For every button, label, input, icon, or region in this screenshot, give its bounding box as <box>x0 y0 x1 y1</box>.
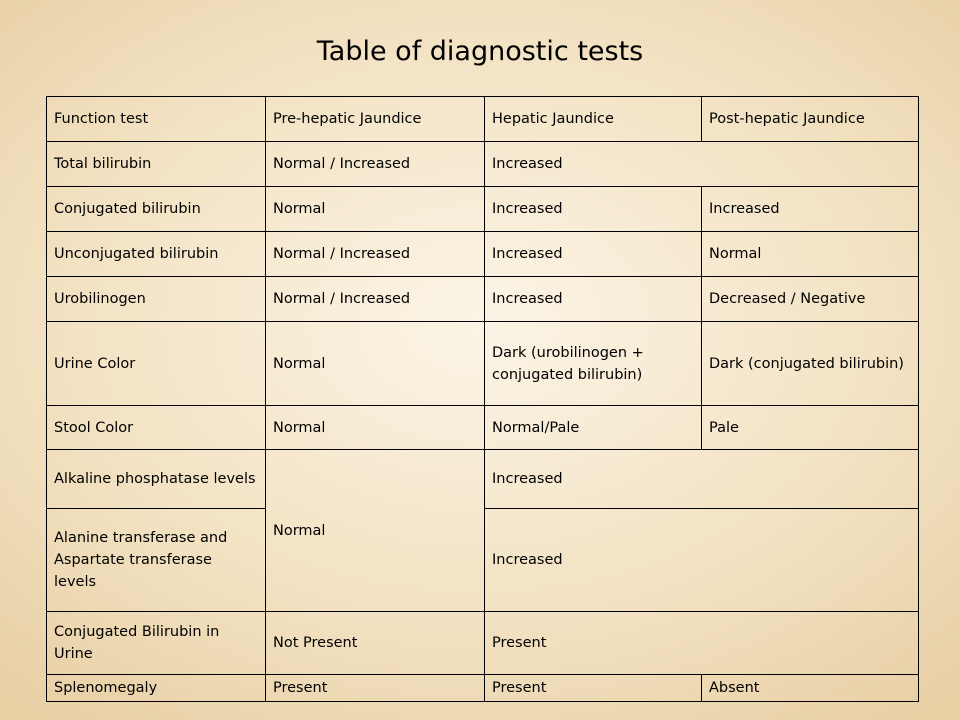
table-row <box>47 142 919 187</box>
table-cell: Conjugated Bilirubin in Urine <box>47 612 266 675</box>
table-cell: Stool Color <box>47 406 266 450</box>
table-cell: Normal <box>266 450 485 612</box>
table-cell: Dark (urobilinogen + conjugated bilirubin) <box>485 322 702 406</box>
table-cell: Dark (conjugated bilirubin) <box>702 322 919 406</box>
table-cell: Pale <box>702 406 919 450</box>
table-cell: Urine Color <box>47 322 266 406</box>
header-cell: Post-hepatic Jaundice <box>702 97 919 142</box>
table-cell: Normal <box>266 406 485 450</box>
table-cell: Normal / Increased <box>266 142 485 187</box>
table-row <box>47 187 919 232</box>
table-cell: Increased <box>485 277 702 322</box>
table-cell: Total bilirubin <box>47 142 266 187</box>
table-cell: Increased <box>485 450 919 509</box>
table-cell: Splenomegaly <box>47 675 266 702</box>
table-cell: Urobilinogen <box>47 277 266 322</box>
table-cell: Conjugated bilirubin <box>47 187 266 232</box>
table-row <box>47 406 919 450</box>
table-cell: Normal <box>266 322 485 406</box>
table-cell: Increased <box>485 187 702 232</box>
table-row <box>47 675 919 702</box>
header-cell: Pre-hepatic Jaundice <box>266 97 485 142</box>
table-row <box>47 450 919 509</box>
table-row <box>47 612 919 675</box>
table-cell: Present <box>266 675 485 702</box>
header-cell: Function test <box>47 97 266 142</box>
table-cell: Alanine transferase and Aspartate transferase levels <box>47 509 266 612</box>
table-row <box>47 232 919 277</box>
table-cell: Increased <box>485 509 919 612</box>
table-cell: Unconjugated bilirubin <box>47 232 266 277</box>
table-header-row <box>47 97 919 142</box>
table-cell: Normal / Increased <box>266 232 485 277</box>
table-cell: Normal / Increased <box>266 277 485 322</box>
diagnostic-tests-table <box>46 96 919 702</box>
table-row <box>47 322 919 406</box>
table-cell: Absent <box>702 675 919 702</box>
table-cell: Present <box>485 675 702 702</box>
table-cell: Decreased / Negative <box>702 277 919 322</box>
table-cell: Normal/Pale <box>485 406 702 450</box>
table-cell: Normal <box>702 232 919 277</box>
table-row <box>47 277 919 322</box>
header-cell: Hepatic Jaundice <box>485 97 702 142</box>
table-cell: Increased <box>485 142 919 187</box>
table-cell: Increased <box>702 187 919 232</box>
table-cell: Increased <box>485 232 702 277</box>
page-title: Table of diagnostic tests <box>316 36 644 67</box>
table-cell: Present <box>485 612 919 675</box>
table-cell: Alkaline phosphatase levels <box>47 450 266 509</box>
table-cell: Not Present <box>266 612 485 675</box>
table-cell: Normal <box>266 187 485 232</box>
